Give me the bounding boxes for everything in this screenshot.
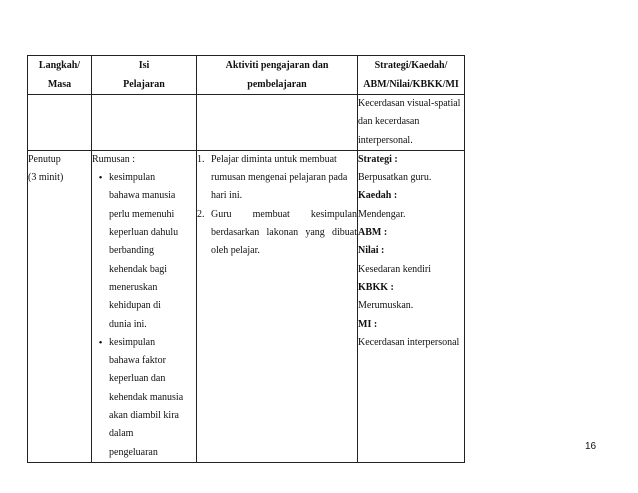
bullet-icon: • <box>98 336 103 349</box>
list-number: 2. <box>197 208 205 220</box>
cell-line: berdasarkan lakonan yang dibuat <box>211 227 357 239</box>
cell-line: berbanding <box>109 245 154 257</box>
list-item-text <box>211 151 357 206</box>
list-number: 1. <box>197 153 205 165</box>
table-row-continued <box>28 95 465 151</box>
list-item <box>197 151 357 206</box>
empty-cell <box>28 95 92 151</box>
header-text: Aktiviti pengajaran dan <box>225 60 329 71</box>
cell-line: dunia ini. <box>109 318 147 330</box>
strategi-value: Berpusatkan guru. <box>358 172 432 184</box>
list-item-text <box>109 169 196 334</box>
header-text: pembelajaran <box>247 79 307 90</box>
header-aktiviti <box>197 56 358 95</box>
isi-title: Rumusan : <box>92 153 136 165</box>
header-langkah <box>28 56 92 95</box>
mi-label: MI : <box>358 318 378 330</box>
strategi-label: Strategi : <box>358 153 398 165</box>
kbkk-value: Merumuskan. <box>358 300 414 312</box>
cell-line: bahawa faktor <box>109 355 166 367</box>
list-item-text <box>211 206 357 261</box>
cell-line: hari ini. <box>211 190 243 202</box>
cell-line: keperluan dan <box>109 373 166 385</box>
cell-line: dalam <box>109 428 134 440</box>
table-row-penutup <box>28 150 465 462</box>
header-strategi <box>358 56 465 95</box>
cell-line: kesimpulan <box>109 172 156 184</box>
isi-cell <box>92 150 197 462</box>
header-text: Strategi/Kaedah/ <box>374 60 448 71</box>
cell-line: kehidupan di <box>109 300 161 312</box>
cell-line: akan diambil kira <box>109 410 179 422</box>
cell-line: kehendak bagi <box>109 263 168 275</box>
nilai-value: Kesedaran kendiri <box>358 263 432 275</box>
cell-line: Guru membuat kesimpulan <box>211 208 357 220</box>
abm-label: ABM : <box>358 227 388 239</box>
empty-cell <box>92 95 197 151</box>
kbkk-label: KBKK : <box>358 281 394 293</box>
header-text: Masa <box>47 79 72 90</box>
cell-line: kesimpulan <box>109 336 156 348</box>
header-text: ABM/Nilai/KBKK/MI <box>363 79 459 90</box>
langkah-cell <box>28 150 92 462</box>
cell-line: rumusan mengenai pelajaran pada <box>211 172 348 184</box>
lesson-plan-table <box>27 55 465 463</box>
list-item-text <box>109 334 196 462</box>
header-text: Isi <box>138 60 150 71</box>
cell-line: kehendak manusia <box>109 391 184 403</box>
list-item <box>92 169 196 334</box>
aktiviti-cell <box>197 150 358 462</box>
mi-value: Kecerdasan interpersonal <box>358 336 460 348</box>
cell-line: Pelajar diminta untuk membuat <box>211 153 337 165</box>
empty-cell <box>197 95 358 151</box>
cell-line: oleh pelajar. <box>211 245 260 257</box>
bullet-icon: • <box>98 172 103 185</box>
strategi-cell <box>358 150 465 462</box>
cell-line: Penutup <box>28 153 61 165</box>
header-text: Pelajaran <box>123 79 165 90</box>
page-number: 16 <box>585 441 597 452</box>
cell-line: dan kecerdasan <box>358 116 420 128</box>
table-header-row <box>28 56 465 95</box>
cell-line: interpersonal. <box>358 134 413 146</box>
cell-line: bahawa manusia <box>109 190 176 202</box>
continued-strategy-cell <box>358 95 465 151</box>
header-text: Langkah/ <box>38 60 81 71</box>
header-isi <box>92 56 197 95</box>
cell-line: meneruskan <box>109 281 158 293</box>
cell-line: Kecerdasan visual-spatial <box>358 98 461 109</box>
kaedah-value: Mendengar. <box>358 208 406 220</box>
kaedah-label: Kaedah : <box>358 190 398 202</box>
nilai-label: Nilai : <box>358 245 385 257</box>
cell-line: keperluan dahulu <box>109 227 179 239</box>
list-item <box>92 334 196 462</box>
list-item <box>197 206 357 261</box>
cell-line: (3 minit) <box>28 172 64 184</box>
cell-line: pengeluaran <box>109 446 158 458</box>
cell-line: perlu memenuhi <box>109 208 175 220</box>
